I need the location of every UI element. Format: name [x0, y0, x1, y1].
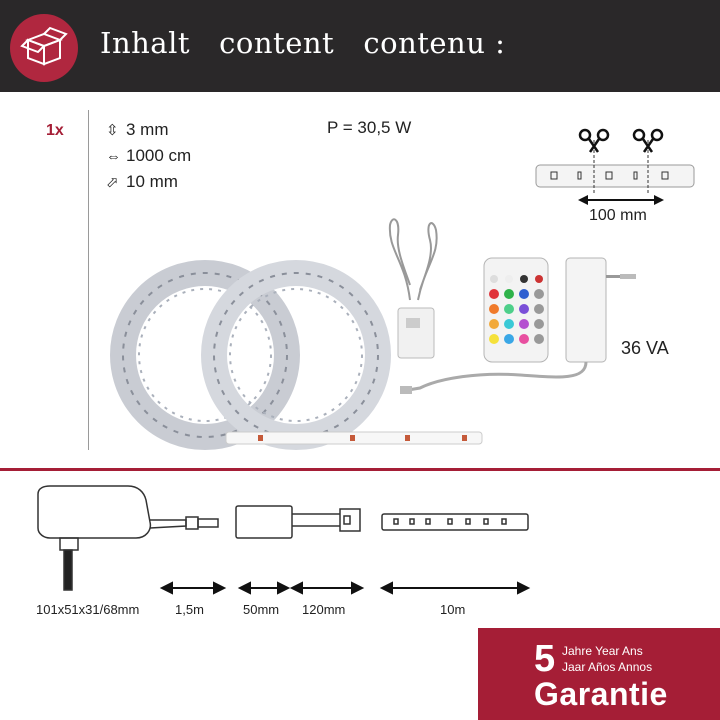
- quantity-label: 1x: [46, 122, 64, 139]
- page-title: Inhalt content contenu :: [100, 26, 506, 60]
- spec-width: ⬀ 10 mm: [106, 172, 178, 191]
- connector-dimension-label: 120mm: [302, 602, 346, 617]
- width-arrows-icon: ⇔: [106, 148, 121, 165]
- diagonal-arrow-icon: ⬀: [106, 174, 119, 191]
- guarantee-line-1: Jahre Year Ans: [562, 644, 643, 658]
- spec-height: ⇳ 3 mm: [106, 120, 169, 139]
- adapter-rating: 36 VA: [621, 338, 669, 358]
- cut-interval-label: 100 mm: [589, 207, 647, 224]
- guarantee-word: Garantie: [534, 676, 668, 712]
- guarantee-years: 5: [534, 638, 556, 680]
- height-arrows-icon: ⇳: [106, 122, 119, 139]
- cable-length-label: 1,5m: [175, 602, 204, 617]
- adapter-dimension-label: 101x51x31/68mm: [36, 602, 140, 617]
- controller-dimension-label: 50mm: [243, 602, 280, 617]
- power-rating: P = 30,5 W: [327, 118, 412, 137]
- strip-length-label: 10m: [440, 602, 466, 617]
- guarantee-badge: [478, 628, 720, 720]
- spec-length: ⇔ 1000 cm: [106, 146, 192, 165]
- guarantee-line-2: Jaar Años Annos: [562, 660, 653, 674]
